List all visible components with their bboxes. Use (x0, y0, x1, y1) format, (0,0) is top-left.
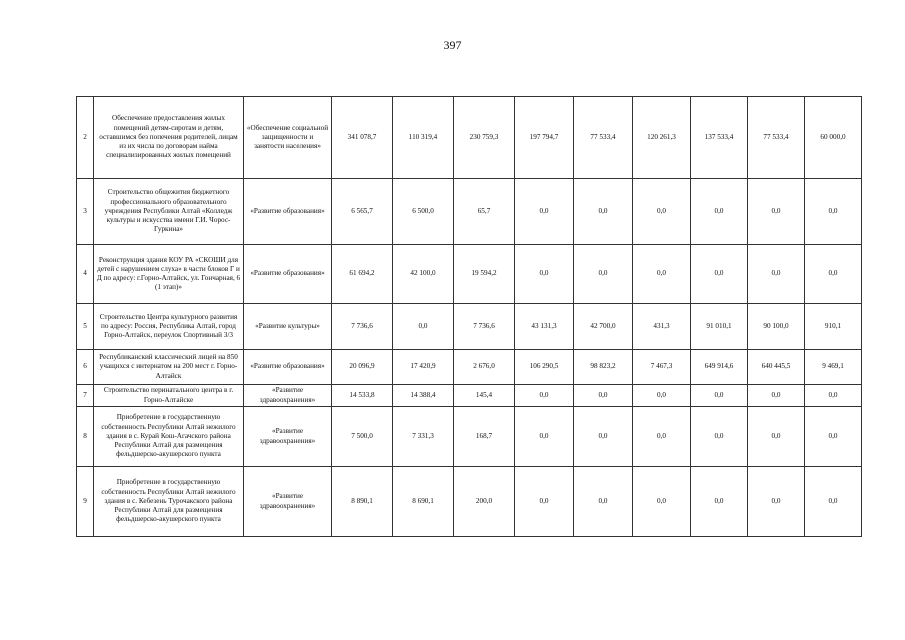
amount-cell: 7 736,6 (332, 304, 393, 350)
table-row (77, 179, 862, 245)
amount-cell: 230 759,3 (454, 97, 515, 179)
program-cell: «Развитие здравоохранения» (244, 385, 332, 407)
amount-cell: 200,0 (454, 467, 515, 537)
amount-cell: 0,0 (633, 385, 691, 407)
amount-cell: 0,0 (574, 179, 633, 245)
row-index-cell: 2 (77, 97, 94, 179)
table-row (77, 467, 862, 537)
amount-cell: 649 914,6 (691, 350, 748, 385)
amount-cell: 7 500,0 (332, 407, 393, 467)
amount-cell: 14 388,4 (393, 385, 454, 407)
budget-table (76, 96, 862, 537)
amount-cell: 0,0 (574, 467, 633, 537)
object-name-cell: Строительство перинатального центра в г. Горно-Алтайске (94, 385, 244, 407)
table-row (77, 407, 862, 467)
amount-cell: 42 100,0 (393, 245, 454, 304)
object-name-cell: Республиканский классический лицей на 850 учащихся с интернатом на 200 мест г. Горно-Алтайск (94, 350, 244, 385)
program-cell: «Развитие образования» (244, 350, 332, 385)
amount-cell: 19 594,2 (454, 245, 515, 304)
amount-cell: 145,4 (454, 385, 515, 407)
program-cell: «Развитие образования» (244, 245, 332, 304)
amount-cell: 14 533,8 (332, 385, 393, 407)
amount-cell: 910,1 (805, 304, 862, 350)
amount-cell: 0,0 (805, 467, 862, 537)
amount-cell: 0,0 (691, 179, 748, 245)
amount-cell: 0,0 (805, 385, 862, 407)
object-name-cell: Строительство Центра культурного развития по адресу: Россия, Республика Алтай, город Горно-Алтайск, переулок Спортивный 3/3 (94, 304, 244, 350)
object-name-cell: Приобретение в государственную собственность Республики Алтай нежилого здания в с. Курай Кош-Агачского района Республики Алтай для размещения фельдшерско-акушерского пункта (94, 407, 244, 467)
amount-cell: 197 794,7 (515, 97, 574, 179)
program-cell: «Развитие образования» (244, 179, 332, 245)
amount-cell: 0,0 (805, 245, 862, 304)
amount-cell: 2 676,0 (454, 350, 515, 385)
amount-cell: 77 533,4 (574, 97, 633, 179)
program-cell: «Развитие культуры» (244, 304, 332, 350)
amount-cell: 0,0 (748, 245, 805, 304)
amount-cell: 65,7 (454, 179, 515, 245)
amount-cell: 0,0 (515, 467, 574, 537)
amount-cell: 0,0 (633, 179, 691, 245)
amount-cell: 0,0 (515, 407, 574, 467)
amount-cell: 17 420,9 (393, 350, 454, 385)
row-index-cell: 8 (77, 407, 94, 467)
amount-cell: 0,0 (691, 467, 748, 537)
amount-cell: 20 096,9 (332, 350, 393, 385)
program-cell: «Обеспечение социальной защищенности и занятости населения» (244, 97, 332, 179)
amount-cell: 7 467,3 (633, 350, 691, 385)
amount-cell: 7 331,3 (393, 407, 454, 467)
amount-cell: 341 078,7 (332, 97, 393, 179)
amount-cell: 120 261,3 (633, 97, 691, 179)
amount-cell: 0,0 (574, 407, 633, 467)
amount-cell: 6 500,0 (393, 179, 454, 245)
table-body (77, 97, 862, 537)
amount-cell: 42 700,0 (574, 304, 633, 350)
amount-cell: 0,0 (691, 245, 748, 304)
row-index-cell: 7 (77, 385, 94, 407)
amount-cell: 0,0 (805, 179, 862, 245)
object-name-cell: Приобретение в государственную собственность Республики Алтай нежилого здания в с. Кебезень Турочакского района Республики Алтай для размещения фельдшерско-акушерского пункта (94, 467, 244, 537)
amount-cell: 0,0 (748, 385, 805, 407)
table-row (77, 304, 862, 350)
amount-cell: 0,0 (805, 407, 862, 467)
amount-cell: 168,7 (454, 407, 515, 467)
object-name-cell: Реконструкция здания КОУ РА «СКОШИ для детей с нарушением слуха» в части блоков Г и Д по адресу: г.Горно-Алтайск, ул. Гончарная, 6 (1 этап)» (94, 245, 244, 304)
table-row (77, 350, 862, 385)
table-row (77, 385, 862, 407)
object-name-cell: Строительство общежития бюджетного профессионального образовательного учреждения Республики Алтай «Колледж культуры и искусства имени Г.И. Чорос-Гуркина» (94, 179, 244, 245)
amount-cell: 0,0 (574, 245, 633, 304)
amount-cell: 0,0 (633, 407, 691, 467)
page-number: 397 (443, 38, 462, 52)
amount-cell: 8 890,1 (332, 467, 393, 537)
row-index-cell: 9 (77, 467, 94, 537)
row-index-cell: 3 (77, 179, 94, 245)
amount-cell: 0,0 (393, 304, 454, 350)
amount-cell: 98 823,2 (574, 350, 633, 385)
table-row (77, 245, 862, 304)
table-row (77, 97, 862, 179)
object-name-cell: Обеспечение предоставления жилых помещений детям-сиротам и детям, оставшимся без попечения родителей, лицам из их числа по договорам найма специализированных жилых помещений (94, 97, 244, 179)
amount-cell: 0,0 (633, 245, 691, 304)
program-cell: «Развитие здравоохранения» (244, 467, 332, 537)
amount-cell: 90 100,0 (748, 304, 805, 350)
amount-cell: 0,0 (748, 407, 805, 467)
amount-cell: 106 290,5 (515, 350, 574, 385)
amount-cell: 137 533,4 (691, 97, 748, 179)
amount-cell: 0,0 (691, 385, 748, 407)
amount-cell: 0,0 (574, 385, 633, 407)
amount-cell: 77 533,4 (748, 97, 805, 179)
amount-cell: 43 131,3 (515, 304, 574, 350)
row-index-cell: 6 (77, 350, 94, 385)
row-index-cell: 5 (77, 304, 94, 350)
amount-cell: 91 010,1 (691, 304, 748, 350)
amount-cell: 431,3 (633, 304, 691, 350)
amount-cell: 0,0 (633, 467, 691, 537)
amount-cell: 0,0 (515, 179, 574, 245)
row-index-cell: 4 (77, 245, 94, 304)
amount-cell: 6 565,7 (332, 179, 393, 245)
amount-cell: 0,0 (748, 467, 805, 537)
amount-cell: 0,0 (515, 385, 574, 407)
amount-cell: 0,0 (515, 245, 574, 304)
amount-cell: 0,0 (691, 407, 748, 467)
amount-cell: 7 736,6 (454, 304, 515, 350)
amount-cell: 8 690,1 (393, 467, 454, 537)
amount-cell: 9 469,1 (805, 350, 862, 385)
amount-cell: 640 445,5 (748, 350, 805, 385)
amount-cell: 61 694,2 (332, 245, 393, 304)
program-cell: «Развитие здравоохранения» (244, 407, 332, 467)
amount-cell: 0,0 (748, 179, 805, 245)
amount-cell: 60 000,0 (805, 97, 862, 179)
amount-cell: 110 319,4 (393, 97, 454, 179)
